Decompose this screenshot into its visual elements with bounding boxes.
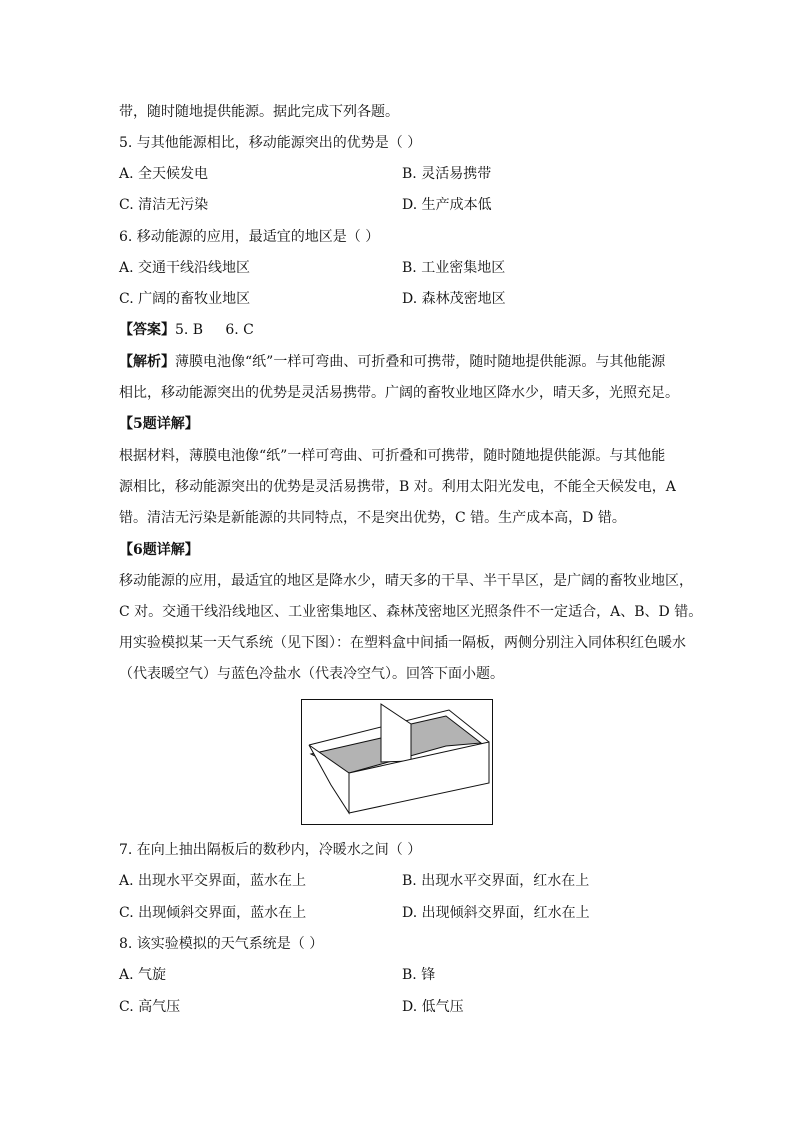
q7-option-d: D. 出现倾斜交界面，红水在上 [402, 905, 590, 921]
detail-5-line-1: 根据材料，薄膜电池像“纸”一样可弯曲、可折叠和可携带，随时随地提供能源。与其他能 [119, 448, 666, 464]
detail-5-line-3: 错。清洁无污染是新能源的共同特点，不是突出优势，C 错。生产成本高，D 错。 [119, 510, 626, 526]
analysis-label: 【解析】 [119, 354, 175, 370]
q6-option-b: B. 工业密集地区 [402, 260, 506, 276]
detail-6-heading: 【6题详解】 [119, 542, 199, 558]
detail-5-line-2: 源相比，移动能源突出的优势是灵活易携带，B 对。利用太阳光发电，不能全天候发电，A [119, 479, 676, 495]
experiment-line-1: 用实验模拟某一天气系统（见下图）：在塑料盒中间插一隔板，两侧分别注入同体积红色暖水 [119, 635, 686, 651]
q8-option-d: D. 低气压 [402, 999, 464, 1015]
analysis-line-1 [119, 352, 665, 372]
q8-option-b: B. 锋 [402, 967, 436, 983]
q8-option-c: C. 高气压 [119, 999, 181, 1015]
answer-label: 【答案】 [119, 322, 175, 338]
q8-option-a: A. 气旋 [119, 967, 167, 983]
answer-text: 5. B 6. C [175, 322, 254, 338]
question-5-stem: 5. 与其他能源相比，移动能源突出的优势是（ ） [119, 135, 422, 151]
intro-tail: 带，随时随地提供能源。据此完成下列各题。 [119, 104, 399, 120]
experiment-line-2: （代表暖空气）与蓝色冷盐水（代表冷空气）。回答下面小题。 [119, 666, 504, 682]
question-8-stem: 8. 该实验模拟的天气系统是（ ） [119, 936, 324, 952]
detail-6-line-2: C 对。交通干线沿线地区、工业密集地区、森林茂密地区光照条件不一定适合，A、B、D 错。 [119, 604, 703, 620]
answer-line [119, 320, 254, 340]
q7-option-c: C. 出现倾斜交界面，蓝水在上 [119, 905, 307, 921]
q5-option-a: A. 全天候发电 [119, 166, 209, 182]
experiment-box-figure [301, 699, 493, 825]
question-6-stem: 6. 移动能源的应用，最适宜的地区是（ ） [119, 229, 380, 245]
question-7-stem: 7. 在向上抽出隔板后的数秒内，冷暖水之间（ ） [119, 842, 422, 858]
detail-5-heading: 【5题详解】 [119, 416, 199, 432]
q5-option-d: D. 生产成本低 [402, 197, 492, 213]
analysis-line-2: 相比，移动能源突出的优势是灵活易携带。广阔的畜牧业地区降水少，晴天多，光照充足。 [119, 385, 679, 401]
analysis-text-1: 薄膜电池像“纸”一样可弯曲、可折叠和可携带，随时随地提供能源。与其他能源 [175, 354, 666, 370]
q6-option-c: C. 广阔的畜牧业地区 [119, 291, 251, 307]
q6-option-d: D. 森林茂密地区 [402, 291, 506, 307]
q7-option-a: A. 出现水平交界面，蓝水在上 [119, 873, 307, 889]
q7-option-b: B. 出现水平交界面，红水在上 [402, 873, 590, 889]
q5-option-c: C. 清洁无污染 [119, 197, 209, 213]
q6-option-a: A. 交通干线沿线地区 [119, 260, 251, 276]
q5-option-b: B. 灵活易携带 [402, 166, 492, 182]
detail-6-line-1: 移动能源的应用，最适宜的地区是降水少，晴天多的干旱、半干旱区，是广阔的畜牧业地区， [119, 573, 693, 589]
